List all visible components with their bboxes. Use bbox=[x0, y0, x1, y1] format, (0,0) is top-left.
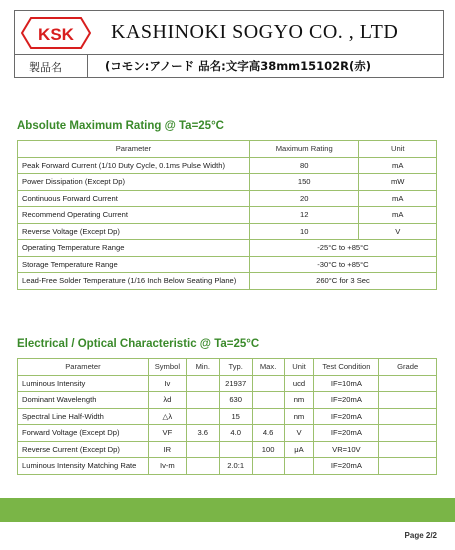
unit-cell: V bbox=[359, 223, 437, 240]
value-cell: 12 bbox=[249, 207, 359, 224]
symbol-cell: Iv bbox=[148, 375, 186, 392]
condition-cell: IF=20mA bbox=[314, 425, 379, 442]
table-row bbox=[18, 458, 437, 475]
max-cell bbox=[252, 392, 284, 409]
typ-cell: 630 bbox=[219, 392, 252, 409]
header-cell: Test Condition bbox=[314, 359, 379, 376]
unit-cell: mA bbox=[359, 190, 437, 207]
table-row bbox=[18, 375, 437, 392]
table-row bbox=[18, 256, 437, 273]
unit-cell: mA bbox=[359, 207, 437, 224]
min-cell bbox=[186, 441, 219, 458]
table-row bbox=[18, 392, 437, 409]
condition-cell: IF=20mA bbox=[314, 392, 379, 409]
unit-cell: V bbox=[284, 425, 314, 442]
param-cell: Luminous Intensity Matching Rate bbox=[18, 458, 149, 475]
min-cell bbox=[186, 458, 219, 475]
table-row bbox=[18, 408, 437, 425]
typ-cell: 2.0:1 bbox=[219, 458, 252, 475]
grade-cell bbox=[379, 441, 437, 458]
grade-cell bbox=[379, 408, 437, 425]
condition-cell: IF=20mA bbox=[314, 458, 379, 475]
logo-text: KSK bbox=[38, 25, 74, 44]
value-cell: -30°C to +85°C bbox=[249, 256, 436, 273]
max-cell: 100 bbox=[252, 441, 284, 458]
param-cell: Lead-Free Solder Temperature (1/16 Inch Below Seating Plane) bbox=[18, 273, 250, 290]
min-cell bbox=[186, 392, 219, 409]
typ-cell: 15 bbox=[219, 408, 252, 425]
value-cell: 80 bbox=[249, 157, 359, 174]
grade-cell bbox=[379, 375, 437, 392]
elec-title: Electrical / Optical Characteristic @ Ta=25°C bbox=[17, 338, 260, 350]
header-cell: Max. bbox=[252, 359, 284, 376]
header-cell: Unit bbox=[359, 141, 437, 158]
param-cell: Peak Forward Current (1/10 Duty Cycle, 0.1ms Pulse Width) bbox=[18, 157, 250, 174]
abs-max-title: Absolute Maximum Rating @ Ta=25°C bbox=[17, 120, 224, 132]
table-header-row bbox=[18, 359, 437, 376]
unit-cell: mA bbox=[359, 157, 437, 174]
param-cell: Power Dissipation (Except Dp) bbox=[18, 174, 250, 191]
elec-table bbox=[17, 358, 437, 475]
table-header-row bbox=[18, 141, 437, 158]
header-cell: Parameter bbox=[18, 141, 250, 158]
page-number: Page 2/2 bbox=[404, 531, 437, 540]
condition-cell: IF=10mA bbox=[314, 375, 379, 392]
grade-cell bbox=[379, 458, 437, 475]
table-row bbox=[18, 441, 437, 458]
product-name: (コモン:アノード 品名:文字高38mm15102R(赤) bbox=[105, 59, 372, 73]
typ-cell: 4.0 bbox=[219, 425, 252, 442]
symbol-cell: △λ bbox=[148, 408, 186, 425]
unit-cell bbox=[284, 458, 314, 475]
param-cell: Operating Temperature Range bbox=[18, 240, 250, 257]
condition-cell: IF=20mA bbox=[314, 408, 379, 425]
symbol-cell: Iv-m bbox=[148, 458, 186, 475]
value-cell: 10 bbox=[249, 223, 359, 240]
table-row bbox=[18, 425, 437, 442]
max-cell bbox=[252, 458, 284, 475]
grade-cell bbox=[379, 425, 437, 442]
table-row bbox=[18, 157, 437, 174]
value-cell: 150 bbox=[249, 174, 359, 191]
header-product-row bbox=[15, 55, 443, 77]
unit-cell: nm bbox=[284, 408, 314, 425]
footer-green-bar bbox=[0, 498, 455, 522]
symbol-cell: λd bbox=[148, 392, 186, 409]
min-cell: 3.6 bbox=[186, 425, 219, 442]
condition-cell: VR=10V bbox=[314, 441, 379, 458]
typ-cell: 21937 bbox=[219, 375, 252, 392]
abs-max-table bbox=[17, 140, 437, 290]
max-cell: 4.6 bbox=[252, 425, 284, 442]
unit-cell: mW bbox=[359, 174, 437, 191]
table-row bbox=[18, 273, 437, 290]
table-row bbox=[18, 207, 437, 224]
ksk-logo bbox=[21, 17, 91, 49]
grade-cell bbox=[379, 392, 437, 409]
table-row bbox=[18, 223, 437, 240]
param-cell: Storage Temperature Range bbox=[18, 256, 250, 273]
typ-cell bbox=[219, 441, 252, 458]
max-cell bbox=[252, 408, 284, 425]
value-cell: 20 bbox=[249, 190, 359, 207]
symbol-cell: IR bbox=[148, 441, 186, 458]
max-cell bbox=[252, 375, 284, 392]
company-name: KASHINOKI SOGYO CO. , LTD bbox=[111, 21, 399, 43]
min-cell bbox=[186, 408, 219, 425]
header-cell: Typ. bbox=[219, 359, 252, 376]
unit-cell: ucd bbox=[284, 375, 314, 392]
table-row bbox=[18, 240, 437, 257]
symbol-cell: VF bbox=[148, 425, 186, 442]
header-cell: Parameter bbox=[18, 359, 149, 376]
header-cell: Min. bbox=[186, 359, 219, 376]
product-label: 製品名 bbox=[29, 61, 62, 74]
unit-cell: nm bbox=[284, 392, 314, 409]
table-row bbox=[18, 174, 437, 191]
unit-cell: μA bbox=[284, 441, 314, 458]
param-cell: Reverse Voltage (Except Dp) bbox=[18, 223, 250, 240]
value-cell: 260°C for 3 Sec bbox=[249, 273, 436, 290]
min-cell bbox=[186, 375, 219, 392]
header-cell: Symbol bbox=[148, 359, 186, 376]
document-header bbox=[14, 10, 444, 78]
value-cell: -25°C to +85°C bbox=[249, 240, 436, 257]
header-cell: Grade bbox=[379, 359, 437, 376]
header-cell: Unit bbox=[284, 359, 314, 376]
product-label-cell bbox=[15, 55, 88, 77]
param-cell: Dominant Wavelength bbox=[18, 392, 149, 409]
header-top-row bbox=[15, 11, 443, 55]
param-cell: Recommend Operating Current bbox=[18, 207, 250, 224]
param-cell: Reverse Current (Except Dp) bbox=[18, 441, 149, 458]
header-cell: Maximum Rating bbox=[249, 141, 359, 158]
table-row bbox=[18, 190, 437, 207]
param-cell: Spectral Line Half-Width bbox=[18, 408, 149, 425]
param-cell: Continuous Forward Current bbox=[18, 190, 250, 207]
param-cell: Forward Voltage (Except Dp) bbox=[18, 425, 149, 442]
param-cell: Luminous Intensity bbox=[18, 375, 149, 392]
